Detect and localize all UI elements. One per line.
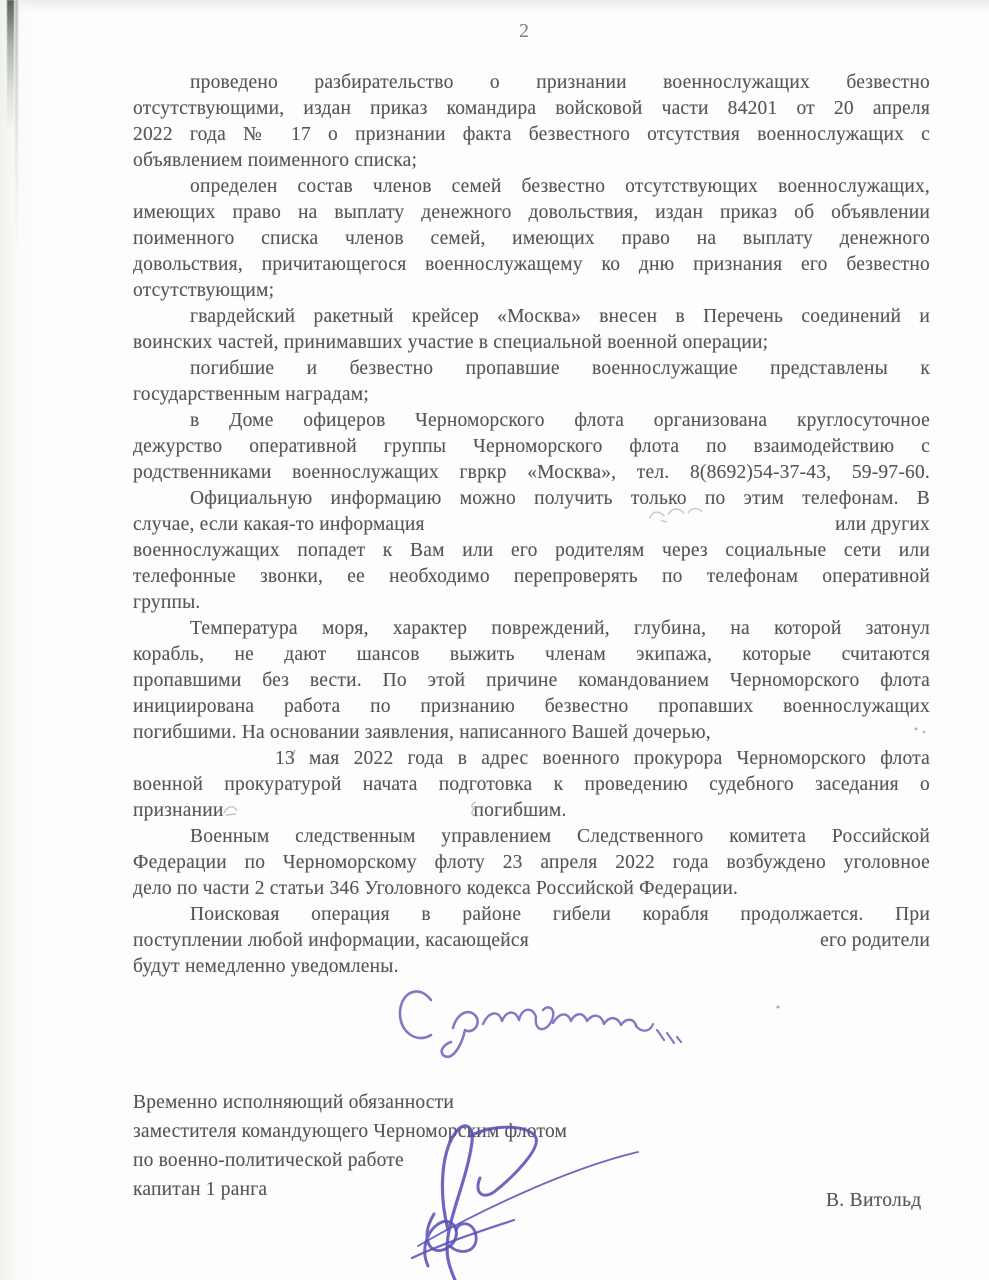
letter-paragraph	[133, 824, 930, 902]
scan-streak-top-left	[7, 0, 14, 132]
page-number: 2	[519, 20, 529, 42]
text-segment: его родители	[820, 930, 930, 951]
text-line: военной прокуратурой начата подготовка к проведению судебного заседания о	[133, 774, 930, 795]
signature-block-line: по военно-политической работе	[133, 1150, 404, 1171]
signer-name: В. Витольд	[826, 1190, 922, 1211]
text-line	[133, 798, 930, 824]
scan-dot-artifact	[914, 727, 928, 735]
text-line: Федерации по Черноморскому флоту 23 апреля 2022 года возбуждено уголовное	[133, 852, 930, 873]
erased-text-remnant	[222, 801, 242, 817]
text-segment: погибшим.	[473, 800, 567, 821]
text-line: объявлением поименного списка;	[133, 150, 418, 171]
letter-body	[133, 70, 930, 980]
text-line: корабль, не дают шансов выжить членам экипажа, которые считаются	[133, 644, 930, 665]
text-line: Температура моря, характер повреждений, глубина, на которой затонул	[190, 618, 930, 639]
text-line: проведено разбирательство о признании военнослужащих безвестно	[190, 72, 930, 93]
text-line: 13 мая 2022 года в адрес военного прокурора Черноморского флота	[275, 748, 930, 769]
text-line: 2022 года № 17 о признании факта безвестного отсутствия военнослужащих с	[133, 124, 930, 145]
signature-block-line: заместителя командующего Черноморским флотом	[133, 1121, 568, 1142]
text-line: Поисковая операция в районе гибели корабля продолжается. При	[190, 904, 930, 925]
text-line: погибшие и безвестно пропавшие военнослужащие представлены к	[190, 358, 930, 379]
scan-tick-artifact	[289, 749, 299, 761]
handwritten-closing	[393, 980, 703, 1065]
text-line: довольствия, причитающегося военнослужащему ко дню признания его безвестно	[133, 254, 930, 275]
letter-paragraph	[133, 486, 930, 616]
text-line: воинских частей, принимавших участие в специальной военной операции;	[133, 332, 769, 353]
text-line: Военным следственным управлением Следственного комитета Российской	[190, 826, 930, 847]
signature-block-line: капитан 1 ранга	[133, 1179, 268, 1200]
text-line: военнослужащих попадет к Вам или его родителям через социальные сети или	[133, 540, 930, 561]
text-line: имеющих право на выплату денежного довольствия, издан приказ об объявлении	[133, 202, 930, 223]
letter-paragraph	[133, 616, 930, 824]
redaction-gap	[224, 815, 474, 816]
text-line: отсутствующими, издан приказ командира войсковой части 84201 от 20 апреля	[133, 98, 930, 119]
scan-top-edge-shadow	[0, 0, 989, 12]
text-line: дело по части 2 статьи 346 Уголовного кодекса Российской Федерации.	[133, 878, 739, 899]
text-line: телефонные звонки, ее необходимо перепроверять по телефонам оперативной	[133, 566, 930, 587]
text-line: родственниками военнослужащих гвркр «Москва», тел. 8(8692)54-37-43, 59-97-60.	[133, 462, 930, 483]
text-line: государственным наградам;	[133, 384, 369, 405]
text-line: инициирована работа по признанию безвестно пропавших военнослужащих	[133, 696, 930, 717]
text-line: поименного списка членов семей, имеющих право на выплату денежного	[133, 228, 930, 249]
letter-paragraph	[133, 902, 930, 980]
scan-dot-artifact	[775, 1004, 781, 1010]
signature-block-line: Временно исполняющий обязанности	[133, 1092, 455, 1113]
text-line: в Доме офицеров Черноморского флота организована круглосуточное	[190, 410, 930, 431]
letter-paragraph	[133, 304, 930, 356]
text-line: будут немедленно уведомлены.	[133, 956, 399, 977]
text-line: определен состав членов семей безвестно отсутствующих военнослужащих,	[190, 176, 930, 197]
text-line: погибшими. На основании заявления, написанного Вашей дочерью,	[133, 722, 711, 743]
text-segment: или других	[835, 514, 930, 535]
text-line	[133, 928, 930, 954]
text-segment: поступлении любой информации, касающейся	[133, 930, 529, 951]
text-segment: случае, если какая-то информация	[133, 514, 425, 535]
signature-scribble	[398, 1098, 648, 1280]
text-line: группы.	[133, 592, 201, 613]
text-line: гвардейский ракетный крейсер «Москва» внесен в Перечень соединений и	[190, 306, 930, 327]
letter-paragraph	[133, 174, 930, 304]
scan-left-edge-shadow	[0, 0, 36, 1280]
text-line: пропавшими без вести. По этой причине командованием Черноморского флота	[133, 670, 930, 691]
letter-paragraph	[133, 408, 930, 486]
erased-text-remnant	[468, 800, 480, 818]
text-line: отсутствующим;	[133, 280, 275, 301]
letter-paragraph	[133, 70, 930, 174]
text-segment: признании	[133, 800, 224, 821]
text-line: дежурство оперативной группы Черноморского флота по взаимодействию с	[133, 436, 930, 457]
text-line	[133, 512, 930, 538]
scan-streak-top-left-secondary	[15, 0, 18, 255]
letter-paragraph	[133, 356, 930, 408]
text-line: Официальную информацию можно получить только по этим телефонам. В	[190, 488, 930, 509]
